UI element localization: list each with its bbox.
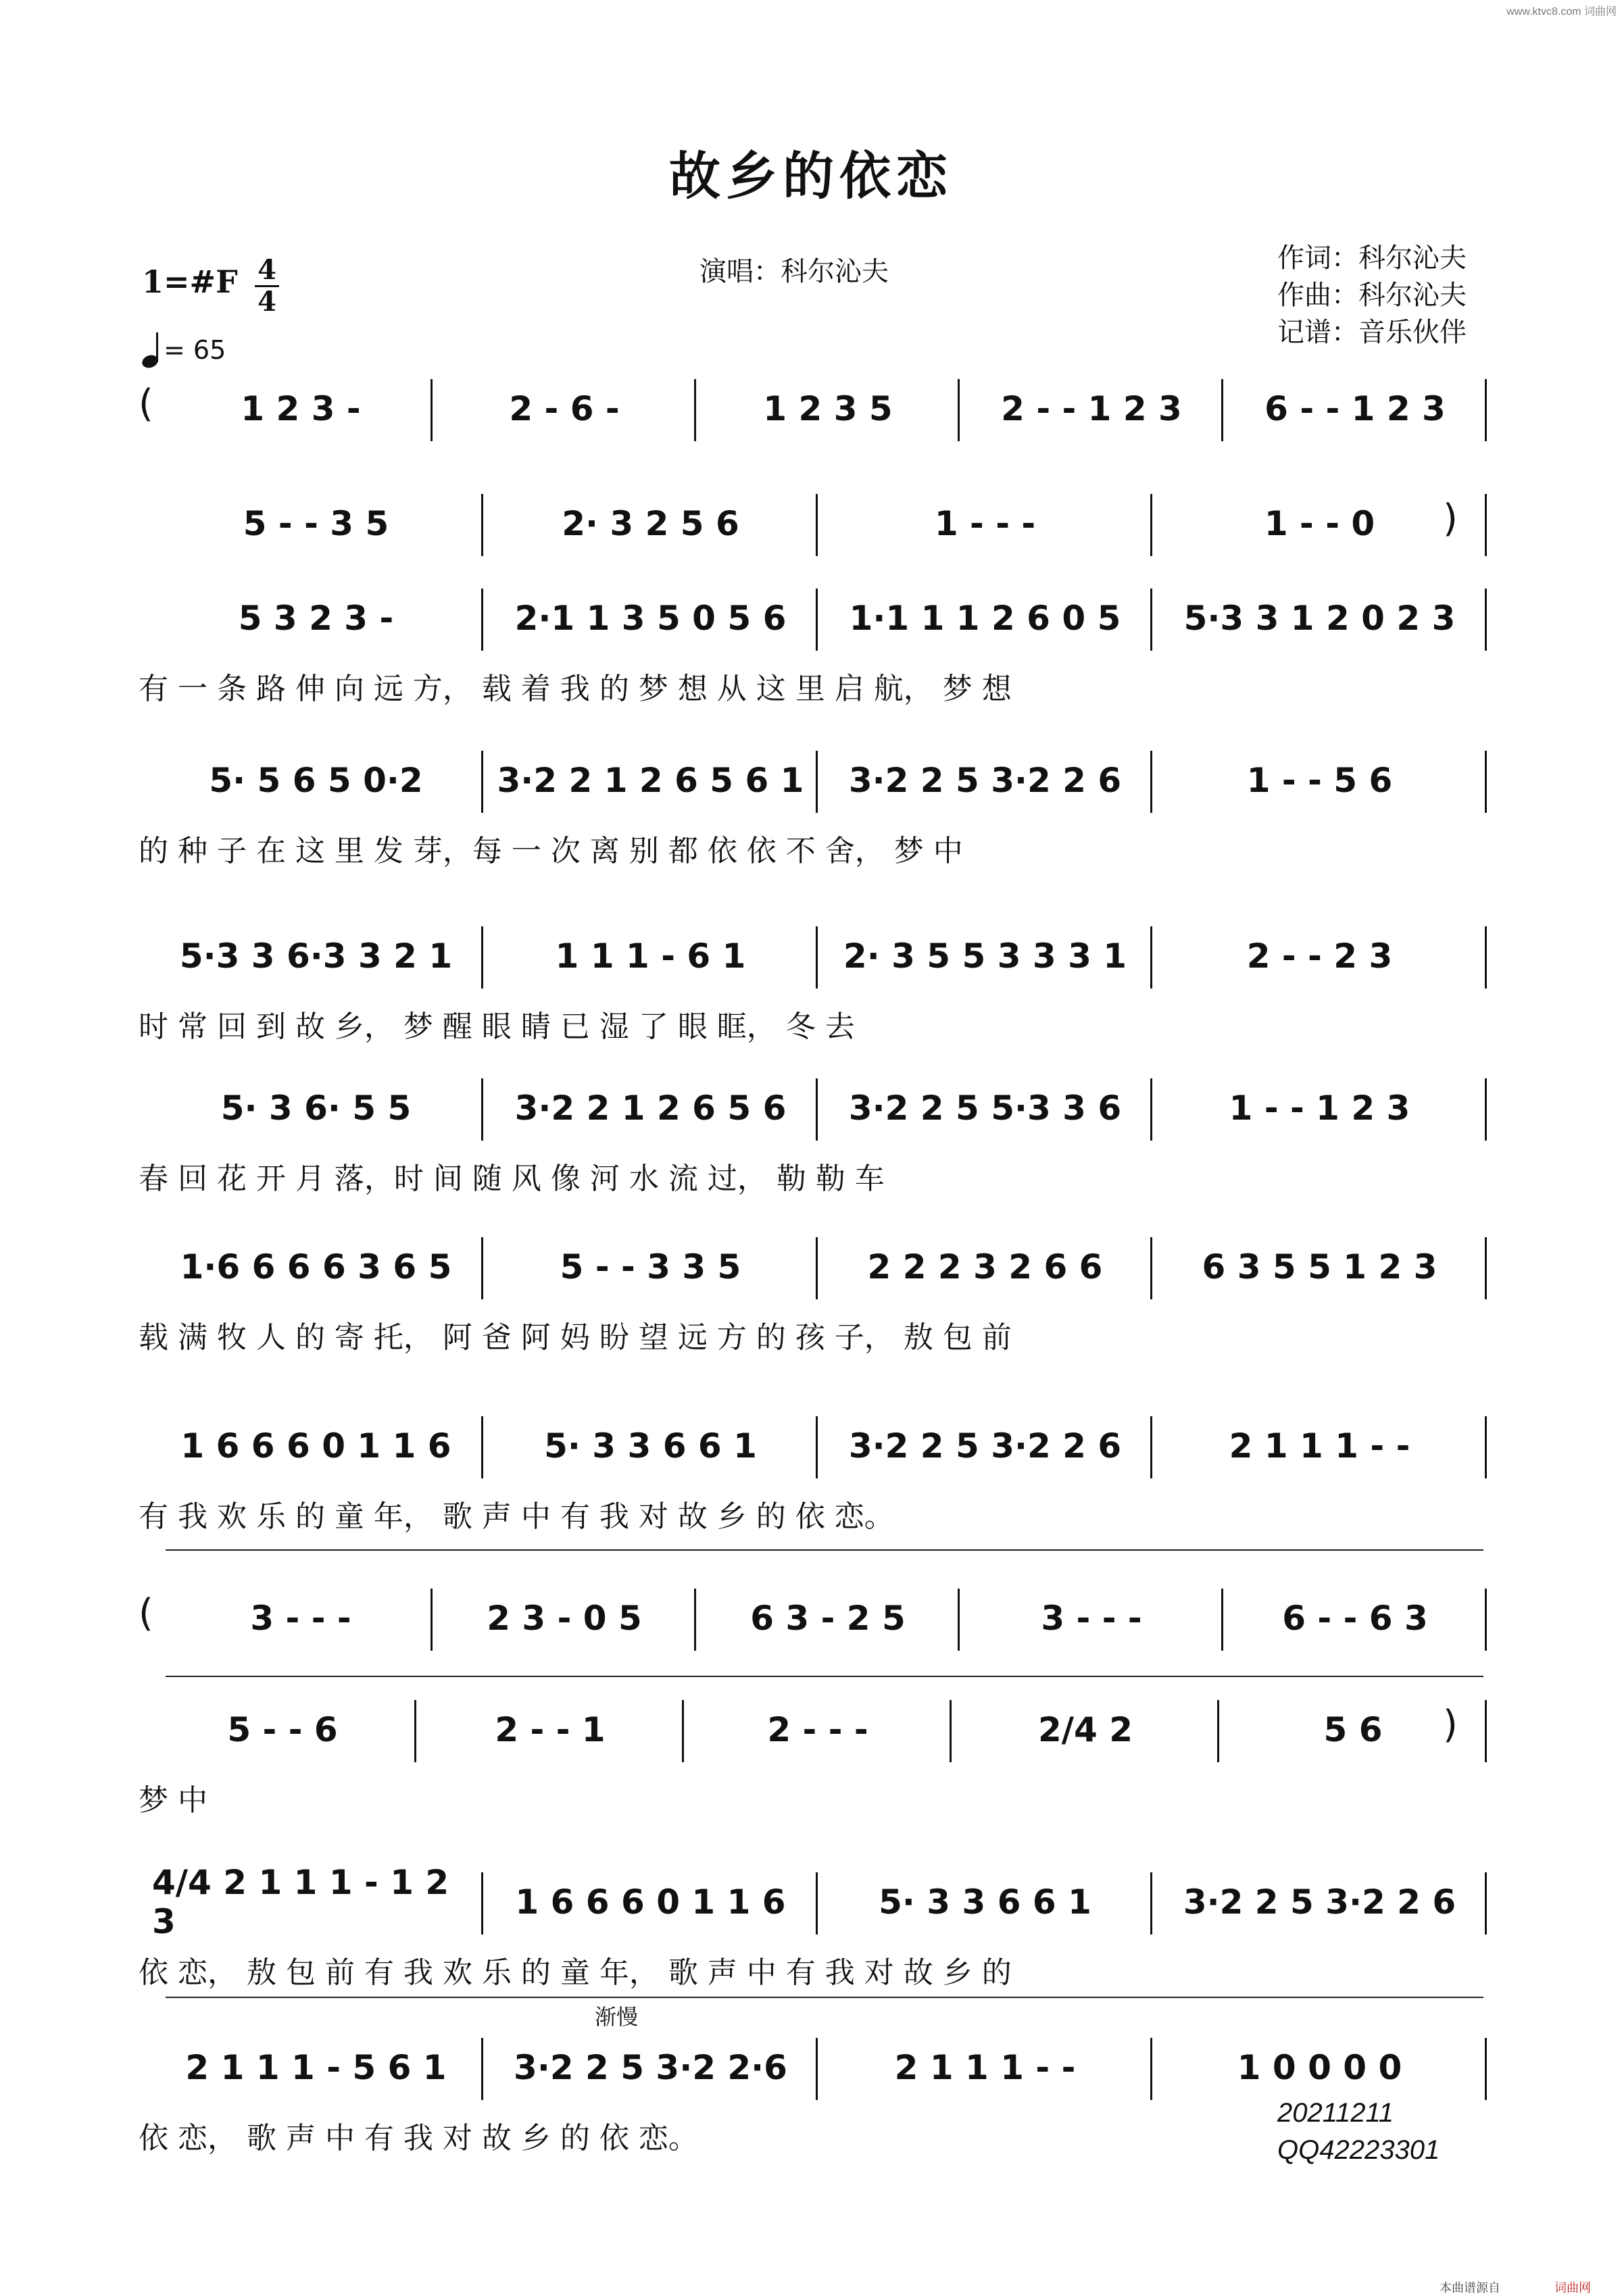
quarter-note-icon <box>142 332 159 368</box>
bar-line <box>481 751 483 813</box>
bar-line <box>958 1589 960 1651</box>
measure: 3·2 2 5 5·3 3 6 <box>848 1089 1122 1128</box>
measure: 3·2 2 5 3·2 2 6 <box>1183 1882 1456 1922</box>
measure: 2·1 1 3 5 0 5 6 <box>514 599 787 638</box>
singer-credit: 演唱：科尔沁夫 <box>699 256 889 287</box>
bar-line <box>816 1237 818 1299</box>
section-divider <box>166 1676 1483 1677</box>
measure: 1 6 6 6 0 1 1 6 <box>515 1882 786 1922</box>
measure: 2 - - 1 2 3 <box>1001 389 1182 428</box>
measure: 5· 5 6 5 0·2 <box>209 761 423 800</box>
measure: 2 - - 1 <box>495 1710 606 1749</box>
notation-line <box>139 490 1497 557</box>
measure: 3·2 2 5 3·2 2 6 <box>848 1426 1122 1466</box>
bar-line <box>816 1416 818 1478</box>
measure: 5 6 <box>1323 1710 1383 1749</box>
lyricist-credit: 作词：科尔沁夫 <box>1277 243 1467 274</box>
measure: 2 - - 2 3 <box>1246 937 1393 976</box>
measure: 4/4 2 1 1 1 - 1 2 3 <box>152 1863 449 1941</box>
measure: 2 3 - 0 5 <box>487 1599 642 1638</box>
measure: 2 2 2 3 2 6 6 <box>867 1247 1103 1287</box>
bar-line <box>816 589 818 651</box>
key-signature: 1=#F <box>142 264 238 300</box>
measure: 3·2 2 5 3·2 2 6 <box>848 761 1122 800</box>
lyrics-line: 的 种 子 在 这 里 发 芽，每 一 次 离 别 都 依 依 不 舍， 梦 中 <box>139 834 963 868</box>
measure: 1 - - 0 <box>1264 504 1375 543</box>
measure: 5 - - 3 3 5 <box>560 1247 741 1287</box>
date-stamp: 20211211 <box>1277 2098 1394 2128</box>
footer-site: 词曲网 <box>1554 2281 1591 2295</box>
bar-line <box>958 379 960 441</box>
bar-line <box>682 1700 684 1762</box>
measure: 1 2 3 - <box>241 389 361 428</box>
lyrics-line: 有 我 欢 乐 的 童 年， 歌 声 中 有 我 对 故 乡 的 依 恋。 <box>139 1499 894 1534</box>
measure: 1 0 0 0 0 <box>1237 2048 1402 2087</box>
measure: 2 - - - <box>767 1710 868 1749</box>
bar-line <box>816 926 818 989</box>
bar-line <box>694 379 696 441</box>
measure: 6 - - 1 2 3 <box>1264 389 1446 428</box>
lyrics-line: 梦 中 <box>139 1783 207 1818</box>
measure: 1 1 1 - 6 1 <box>555 937 746 976</box>
notation-line <box>139 1696 1497 1764</box>
bar-line <box>1150 1872 1152 1935</box>
notation-line <box>139 922 1497 990</box>
bar-line <box>1485 379 1487 441</box>
repeat-close-paren: ) <box>1443 1703 1458 1747</box>
measure: 5·3 3 1 2 0 2 3 <box>1183 599 1456 638</box>
notation-line <box>139 747 1497 814</box>
bar-line <box>1485 1872 1487 1935</box>
bar-line <box>1150 589 1152 651</box>
bar-line <box>816 494 818 556</box>
measure: 2 1 1 1 - 5 6 1 <box>185 2048 447 2087</box>
measure: 5 - - 6 <box>227 1710 338 1749</box>
bar-line <box>1485 494 1487 556</box>
measure: 2 1 1 1 - - <box>894 2048 1076 2087</box>
tempo-value: = 65 <box>164 335 226 365</box>
measure: 5· 3 3 6 6 1 <box>879 1882 1091 1922</box>
bar-line <box>1485 589 1487 651</box>
measure: 1 - - - <box>934 504 1036 543</box>
bar-line <box>1150 494 1152 556</box>
lyrics-line: 依 恋， 敖 包 前 有 我 欢 乐 的 童 年， 歌 声 中 有 我 对 故 乡 的 <box>139 1955 1012 1990</box>
tempo-marking <box>142 332 226 368</box>
lyrics-line: 时 常 回 到 故 乡， 梦 醒 眼 睛 已 湿 了 眼 眶， 冬 去 <box>139 1009 855 1044</box>
repeat-close-paren: ) <box>1443 497 1458 541</box>
measure: 5·3 3 6·3 3 2 1 <box>179 937 453 976</box>
measure: 1·6 6 6 6 3 6 5 <box>180 1247 452 1287</box>
bar-line <box>1485 926 1487 989</box>
bar-line <box>1485 1237 1487 1299</box>
measure: 5 3 2 3 - <box>238 599 394 638</box>
notation-line <box>139 1233 1497 1301</box>
measure: 2 - 6 - <box>509 389 620 428</box>
bar-line <box>816 751 818 813</box>
measure: 2· 3 5 5 3 3 3 1 <box>843 937 1127 976</box>
measure: 3 - - - <box>1041 1599 1142 1638</box>
measure: 1 2 3 5 <box>763 389 893 428</box>
bar-line <box>481 589 483 651</box>
repeat-open-paren: ( <box>139 382 153 426</box>
composer-credit: 作曲：科尔沁夫 <box>1277 280 1467 311</box>
bar-line <box>481 1872 483 1935</box>
measure: 6 3 5 5 1 2 3 <box>1202 1247 1437 1287</box>
measure: 1·1 1 1 2 6 0 5 <box>849 599 1121 638</box>
bar-line <box>431 379 433 441</box>
bar-line <box>816 2038 818 2100</box>
bar-line <box>1150 1416 1152 1478</box>
measure: 6 3 - 2 5 <box>750 1599 906 1638</box>
bar-line <box>431 1589 433 1651</box>
bar-line <box>816 1078 818 1141</box>
qq-number: QQ42223301 <box>1277 2135 1440 2165</box>
bar-line <box>1217 1700 1219 1762</box>
measure: 5· 3 6· 5 5 <box>220 1089 412 1128</box>
bar-line <box>1150 1237 1152 1299</box>
measure: 3·2 2 1 2 6 5 6 1 <box>497 761 804 800</box>
bar-line <box>481 494 483 556</box>
bar-line <box>1150 751 1152 813</box>
footer-source: 本曲谱源自 <box>1440 2281 1500 2295</box>
site-watermark: www.ktvc8.com 词曲网 <box>1506 6 1617 18</box>
measure: 2 1 1 1 - - <box>1229 1426 1410 1466</box>
lyrics-line: 依 恋， 歌 声 中 有 我 对 故 乡 的 依 恋。 <box>139 2121 698 2155</box>
bar-line <box>1485 2038 1487 2100</box>
lyrics-line: 载 满 牧 人 的 寄 托， 阿 爸 阿 妈 盼 望 远 方 的 孩 子， 敖 包 前 <box>139 1320 1012 1355</box>
transcriber-credit: 记谱：音乐伙伴 <box>1277 317 1467 348</box>
lyrics-line: 春 回 花 开 月 落，时 间 随 风 像 河 水 流 过， 勒 勒 车 <box>139 1162 885 1196</box>
section-divider <box>166 1997 1483 1998</box>
bar-line <box>481 1237 483 1299</box>
bar-line <box>1150 2038 1152 2100</box>
repeat-open-paren: ( <box>139 1591 153 1635</box>
notation-line <box>139 1863 1497 1941</box>
bar-line <box>414 1700 416 1762</box>
measure: 1 6 6 6 0 1 1 6 <box>180 1426 451 1466</box>
measure: 6 - - 6 3 <box>1282 1599 1428 1638</box>
bar-line <box>481 926 483 989</box>
gradual-slowdown-mark: 渐慢 <box>595 2004 639 2030</box>
bar-line <box>481 1078 483 1141</box>
meter-top: 4 <box>257 254 276 286</box>
measure: 3·2 2 1 2 6 5 6 <box>514 1089 787 1128</box>
bar-line <box>1485 751 1487 813</box>
song-title: 故乡的依恋 <box>669 146 953 206</box>
bar-line <box>1150 926 1152 989</box>
bar-line <box>1485 1078 1487 1141</box>
bar-line <box>1485 1589 1487 1651</box>
lyrics-line: 有 一 条 路 伸 向 远 方， 载 着 我 的 梦 想 从 这 里 启 航， 梦 想 <box>139 672 1012 706</box>
bar-line <box>481 2038 483 2100</box>
notation-line <box>139 2034 1497 2101</box>
notation-line <box>139 1074 1497 1142</box>
section-divider <box>166 1549 1483 1551</box>
bar-line <box>950 1700 952 1762</box>
bar-line <box>694 1589 696 1651</box>
measure: 1 - - 5 6 <box>1246 761 1393 800</box>
meter-bottom: 4 <box>257 286 276 318</box>
measure: 1 - - 1 2 3 <box>1229 1089 1410 1128</box>
bar-line <box>1150 1078 1152 1141</box>
notation-line <box>139 584 1497 652</box>
notation-line <box>139 375 1497 443</box>
measure: 3 - - - <box>250 1599 351 1638</box>
bar-line <box>1485 1700 1487 1762</box>
bar-line <box>481 1416 483 1478</box>
time-signature <box>253 255 280 317</box>
measure: 2· 3 2 5 6 <box>562 504 739 543</box>
bar-line <box>1221 379 1223 441</box>
bar-line <box>816 1872 818 1935</box>
bar-line <box>1221 1589 1223 1651</box>
measure: 5 - - 3 5 <box>243 504 389 543</box>
notation-line <box>139 1584 1497 1652</box>
measure: 2/4 2 <box>1037 1710 1133 1749</box>
measure: 3·2 2 5 3·2 2·6 <box>514 2048 787 2087</box>
bar-line <box>1485 1416 1487 1478</box>
measure: 5· 3 3 6 6 1 <box>544 1426 757 1466</box>
notation-line <box>139 1412 1497 1480</box>
